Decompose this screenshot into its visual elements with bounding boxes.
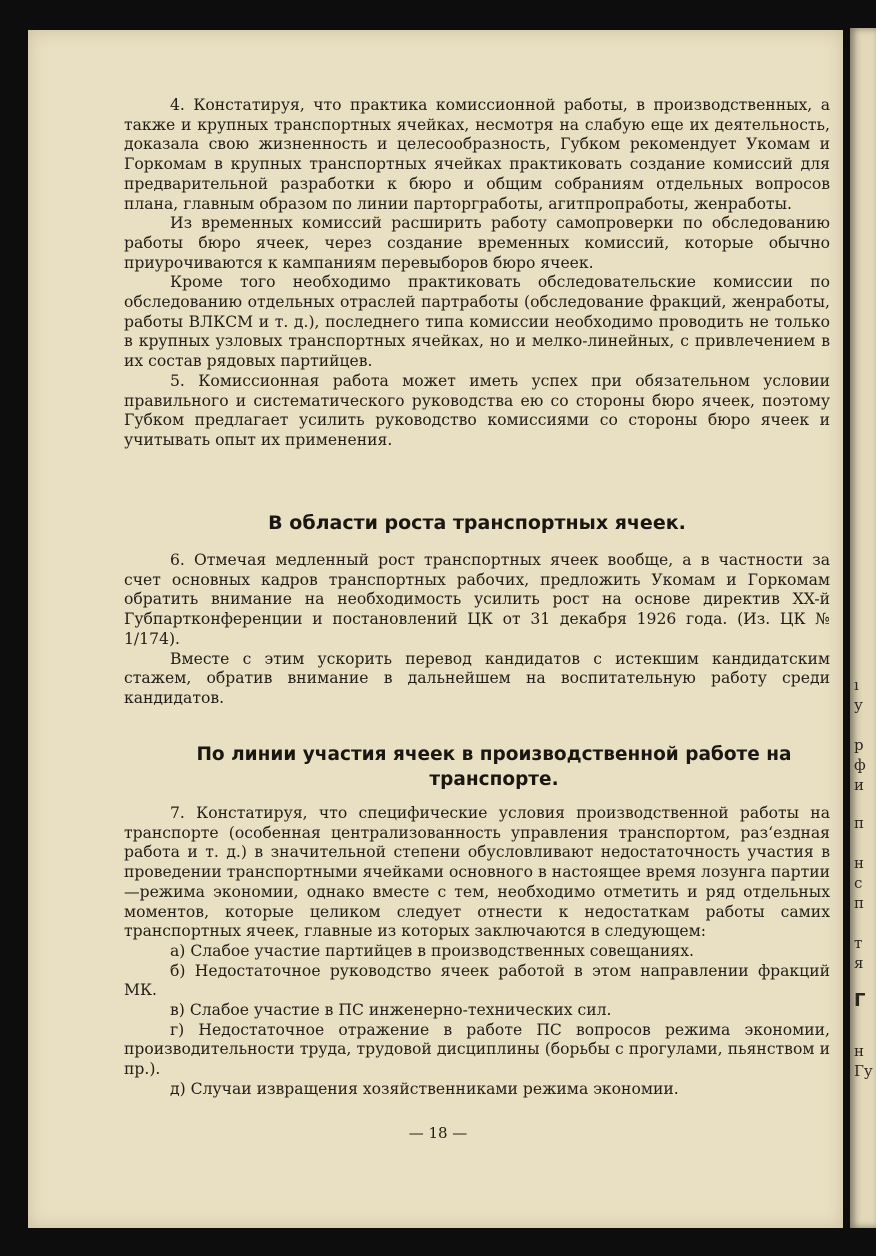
- adjacent-page-fragment: р: [854, 736, 864, 754]
- adjacent-page-fragment: н: [854, 854, 864, 872]
- page-number: — 18 —: [408, 1124, 468, 1142]
- paragraph-4: 4. Констатируя, что практика комиссионной работы, в производственных, а также и крупных транспортных ячейках, несмотря на слабую еще их деятельность, доказала свою жизненность и целесообразность, Губком рекомендует Укомам и Горкомам в крупных транспортных ячейках практиковать создание комиссий для предварительной разработки к бюро и общим собраниям отдельных вопросов плана, главным образом по линии парторгработы, агитпропработы, женработы.: [124, 96, 830, 213]
- paragraph-5: 5. Комиссионная работа может иметь успех при обязательном условии правильного и систематического руководства ею со стороны бюро ячеек, поэтому Губком предлагает усилить руководство комиссиями со стороны бюро ячеек и учитывать опыт их применения.: [124, 371, 830, 449]
- section-cell-growth: [124, 551, 830, 709]
- list-item-g: г) Недостаточное отражение в работе ПС вопросов режима экономии, производительности труда, трудовой дисциплины (борьбы с прогулами, пьянством и пр.).: [124, 1020, 830, 1079]
- paragraph-temporary-commissions: Из временных комиссий расширить работу самопроверки по обследованию работы бюро ячеек, через создание временных комиссий, которые обычно приурочиваются к кампаниям перевыборов бюро ячеек.: [124, 214, 830, 272]
- list-item-v: в) Слабое участие в ПС инженерно-технических сил.: [170, 1001, 612, 1020]
- list-item-b: б) Недостаточное руководство ячеек работой в этом направлении фракций МК.: [124, 961, 830, 1000]
- heading-production-work: По линии участия ячеек в производственной работе на транспорте.: [196, 744, 792, 790]
- adjacent-page-fragment: у: [854, 696, 863, 714]
- list-item-a: а) Слабое участие партийцев в производственных совещаниях.: [170, 941, 695, 960]
- list-item-d: д) Случаи извращения хозяйственниками режима экономии.: [170, 1079, 679, 1098]
- paragraph-candidates: Вместе с этим ускорить перевод кандидатов с истекшим кандидатским стажем, обратив внимание в дальнейшем на воспитательную работу среди кандидатов.: [124, 649, 830, 707]
- adjacent-page-fragment: с: [854, 874, 863, 892]
- adjacent-page-fragment: Г: [854, 990, 866, 1011]
- heading-cell-growth: В области роста транспортных ячеек.: [268, 512, 686, 534]
- adjacent-page-fragment: п: [854, 894, 864, 912]
- adjacent-page-fragment: т: [854, 934, 863, 952]
- paragraph-7: 7. Констатируя, что специфические условия производственной работы на транспорте (особенная централизованность управления транспортом, раз‘ездная работа и т. д.) в значительной степени обусловливают недостаточность участия в проведении транспортными ячейками основного в настоящее время лозунга партии—режима экономии, однако вместе с тем, необходимо отметить и ряд отдельных моментов, которые целиком следует отнести к недостаткам работы самих транспортных ячеек, главные из которых заключаются в следующем:: [124, 804, 830, 941]
- adjacent-page-fragment: н: [854, 1042, 864, 1060]
- paragraph-inspection-commissions: Кроме того необходимо практиковать обследовательские комиссии по обследованию отдельных отраслей партработы (обследование фракций, женработы, работы ВЛКСМ и т. д.), последнего типа комиссии необходимо проводить не только в крупных узловых транспортных ячейках, но и мелко-линейных, с привлечением в их состав рядовых партийцев.: [124, 273, 830, 371]
- section-commissions: [124, 96, 830, 451]
- adjacent-page-fragment: п: [854, 814, 864, 832]
- adjacent-page-fragment: и: [854, 776, 864, 794]
- adjacent-page-edge: [850, 28, 876, 1228]
- paragraph-6: 6. Отмечая медленный рост транспортных ячеек вообще, а в частности за счет основных кадров транспортных рабочих, предложить Укомам и Горкомам обратить внимание на необходимость усилить рост на основе директив XX-й Губпартконференции и постановлений ЦК от 31 декабря 1926 года. (Из. ЦК № 1/174).: [124, 551, 830, 648]
- adjacent-page-fragment: Гу: [854, 1062, 873, 1080]
- adjacent-page-fragment: ı: [854, 676, 859, 694]
- adjacent-page-fragment: ф: [854, 756, 866, 774]
- adjacent-page-fragment: я: [854, 954, 864, 972]
- section-production-work: [124, 804, 830, 1100]
